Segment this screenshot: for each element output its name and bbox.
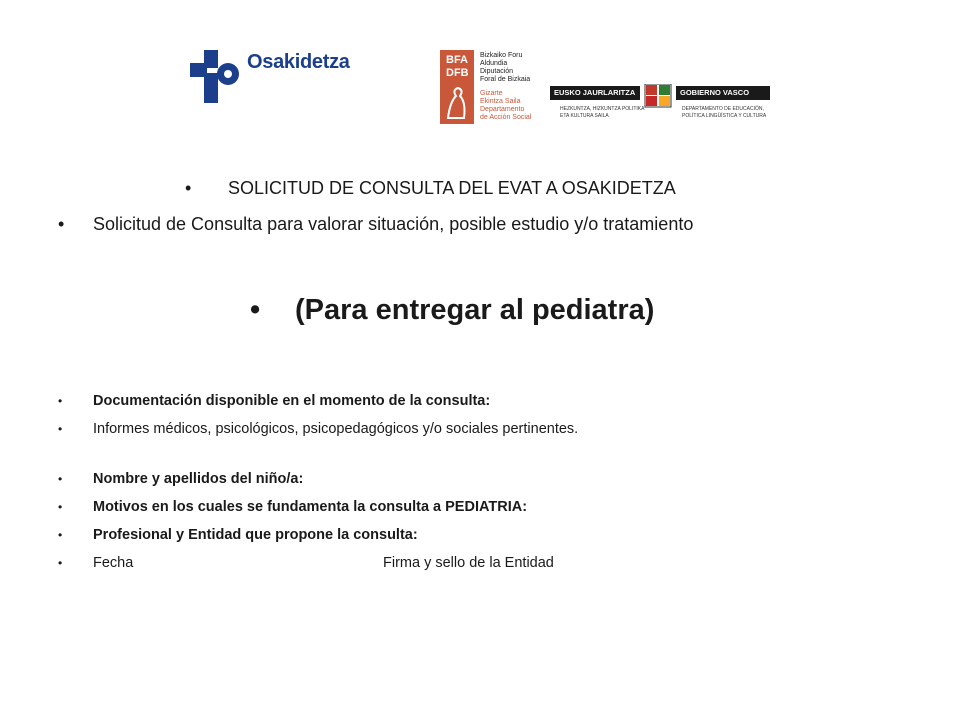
subheading: Solicitud de Consulta para valorar situación, posible estudio y/o tratamiento: [93, 214, 694, 234]
bfa-text-4: Foral de Bizkaia: [480, 76, 531, 83]
dfb-letters: DFB: [446, 67, 469, 79]
bfa-text-2: Aldundia: [480, 60, 508, 67]
bullet: •: [185, 178, 192, 198]
professional-label: Profesional y Entidad que propone la consulta:: [93, 527, 418, 543]
reasons-label: Motivos en los cuales se fundamenta la consulta a PEDIATRIA:: [93, 499, 528, 515]
signature-label: Firma y sello de la Entidad: [383, 555, 554, 571]
bfa-text-6: Ekintza Saila: [480, 98, 521, 105]
osakidetza-wordmark: Osakidetza: [247, 51, 350, 73]
basque-coat-of-arms-icon: [644, 84, 672, 108]
documentation-label: Documentación disponible en el momento de la consulta:: [93, 393, 491, 409]
bullet: •: [58, 214, 65, 234]
date-label: Fecha: [93, 555, 134, 571]
heading: SOLICITUD DE CONSULTA DEL EVAT A OSAKIDETZA: [228, 178, 676, 198]
bullet: •: [250, 294, 261, 326]
gobierno-vasco-logo: [546, 84, 776, 128]
gv-left-sub-2: ETA KULTURA SAILA: [560, 113, 609, 119]
gv-right-sub-1: DEPARTAMENTO DE EDUCACIÓN,: [682, 106, 764, 112]
bfa-text-7: Departamento: [480, 106, 525, 113]
gv-right-sub-2: POLÍTICA LINGÜÍSTICA Y CULTURA: [682, 113, 767, 119]
bfa-text-1: Bizkaiko Foru: [480, 52, 523, 59]
gobierno-vasco-bar: GOBIERNO VASCO: [676, 86, 770, 100]
bfa-red-block: [440, 50, 474, 124]
bfa-text-3: Diputación: [480, 68, 514, 75]
documentation-value: Informes médicos, psicológicos, psicopedagógicos y/o sociales pertinentes.: [93, 421, 579, 437]
oak-tree-icon: [440, 82, 474, 122]
bfa-letters: BFA: [446, 54, 468, 66]
bullet: •: [58, 422, 63, 436]
emphasis-heading: (Para entregar al pediatra): [295, 294, 655, 326]
bullet: •: [58, 500, 63, 514]
gv-left-sub-1: HEZKUNTZA, HIZKUNTZA POLITIKA: [560, 106, 645, 112]
bullet: •: [58, 528, 63, 542]
bfa-dfb-logo: [436, 48, 532, 128]
child-name-label: Nombre y apellidos del niño/a:: [93, 471, 304, 487]
bullet: •: [58, 394, 63, 408]
osakidetza-emblem-icon: [190, 46, 242, 106]
eusko-jaurlaritza-bar: EUSKO JAURLARITZA: [550, 86, 640, 100]
bullet: •: [58, 472, 63, 486]
bullet: •: [58, 556, 63, 570]
bfa-text-8: de Acción Social: [480, 114, 532, 121]
bfa-text-5: Gizarte: [480, 90, 503, 97]
osakidetza-logo: [190, 46, 390, 106]
